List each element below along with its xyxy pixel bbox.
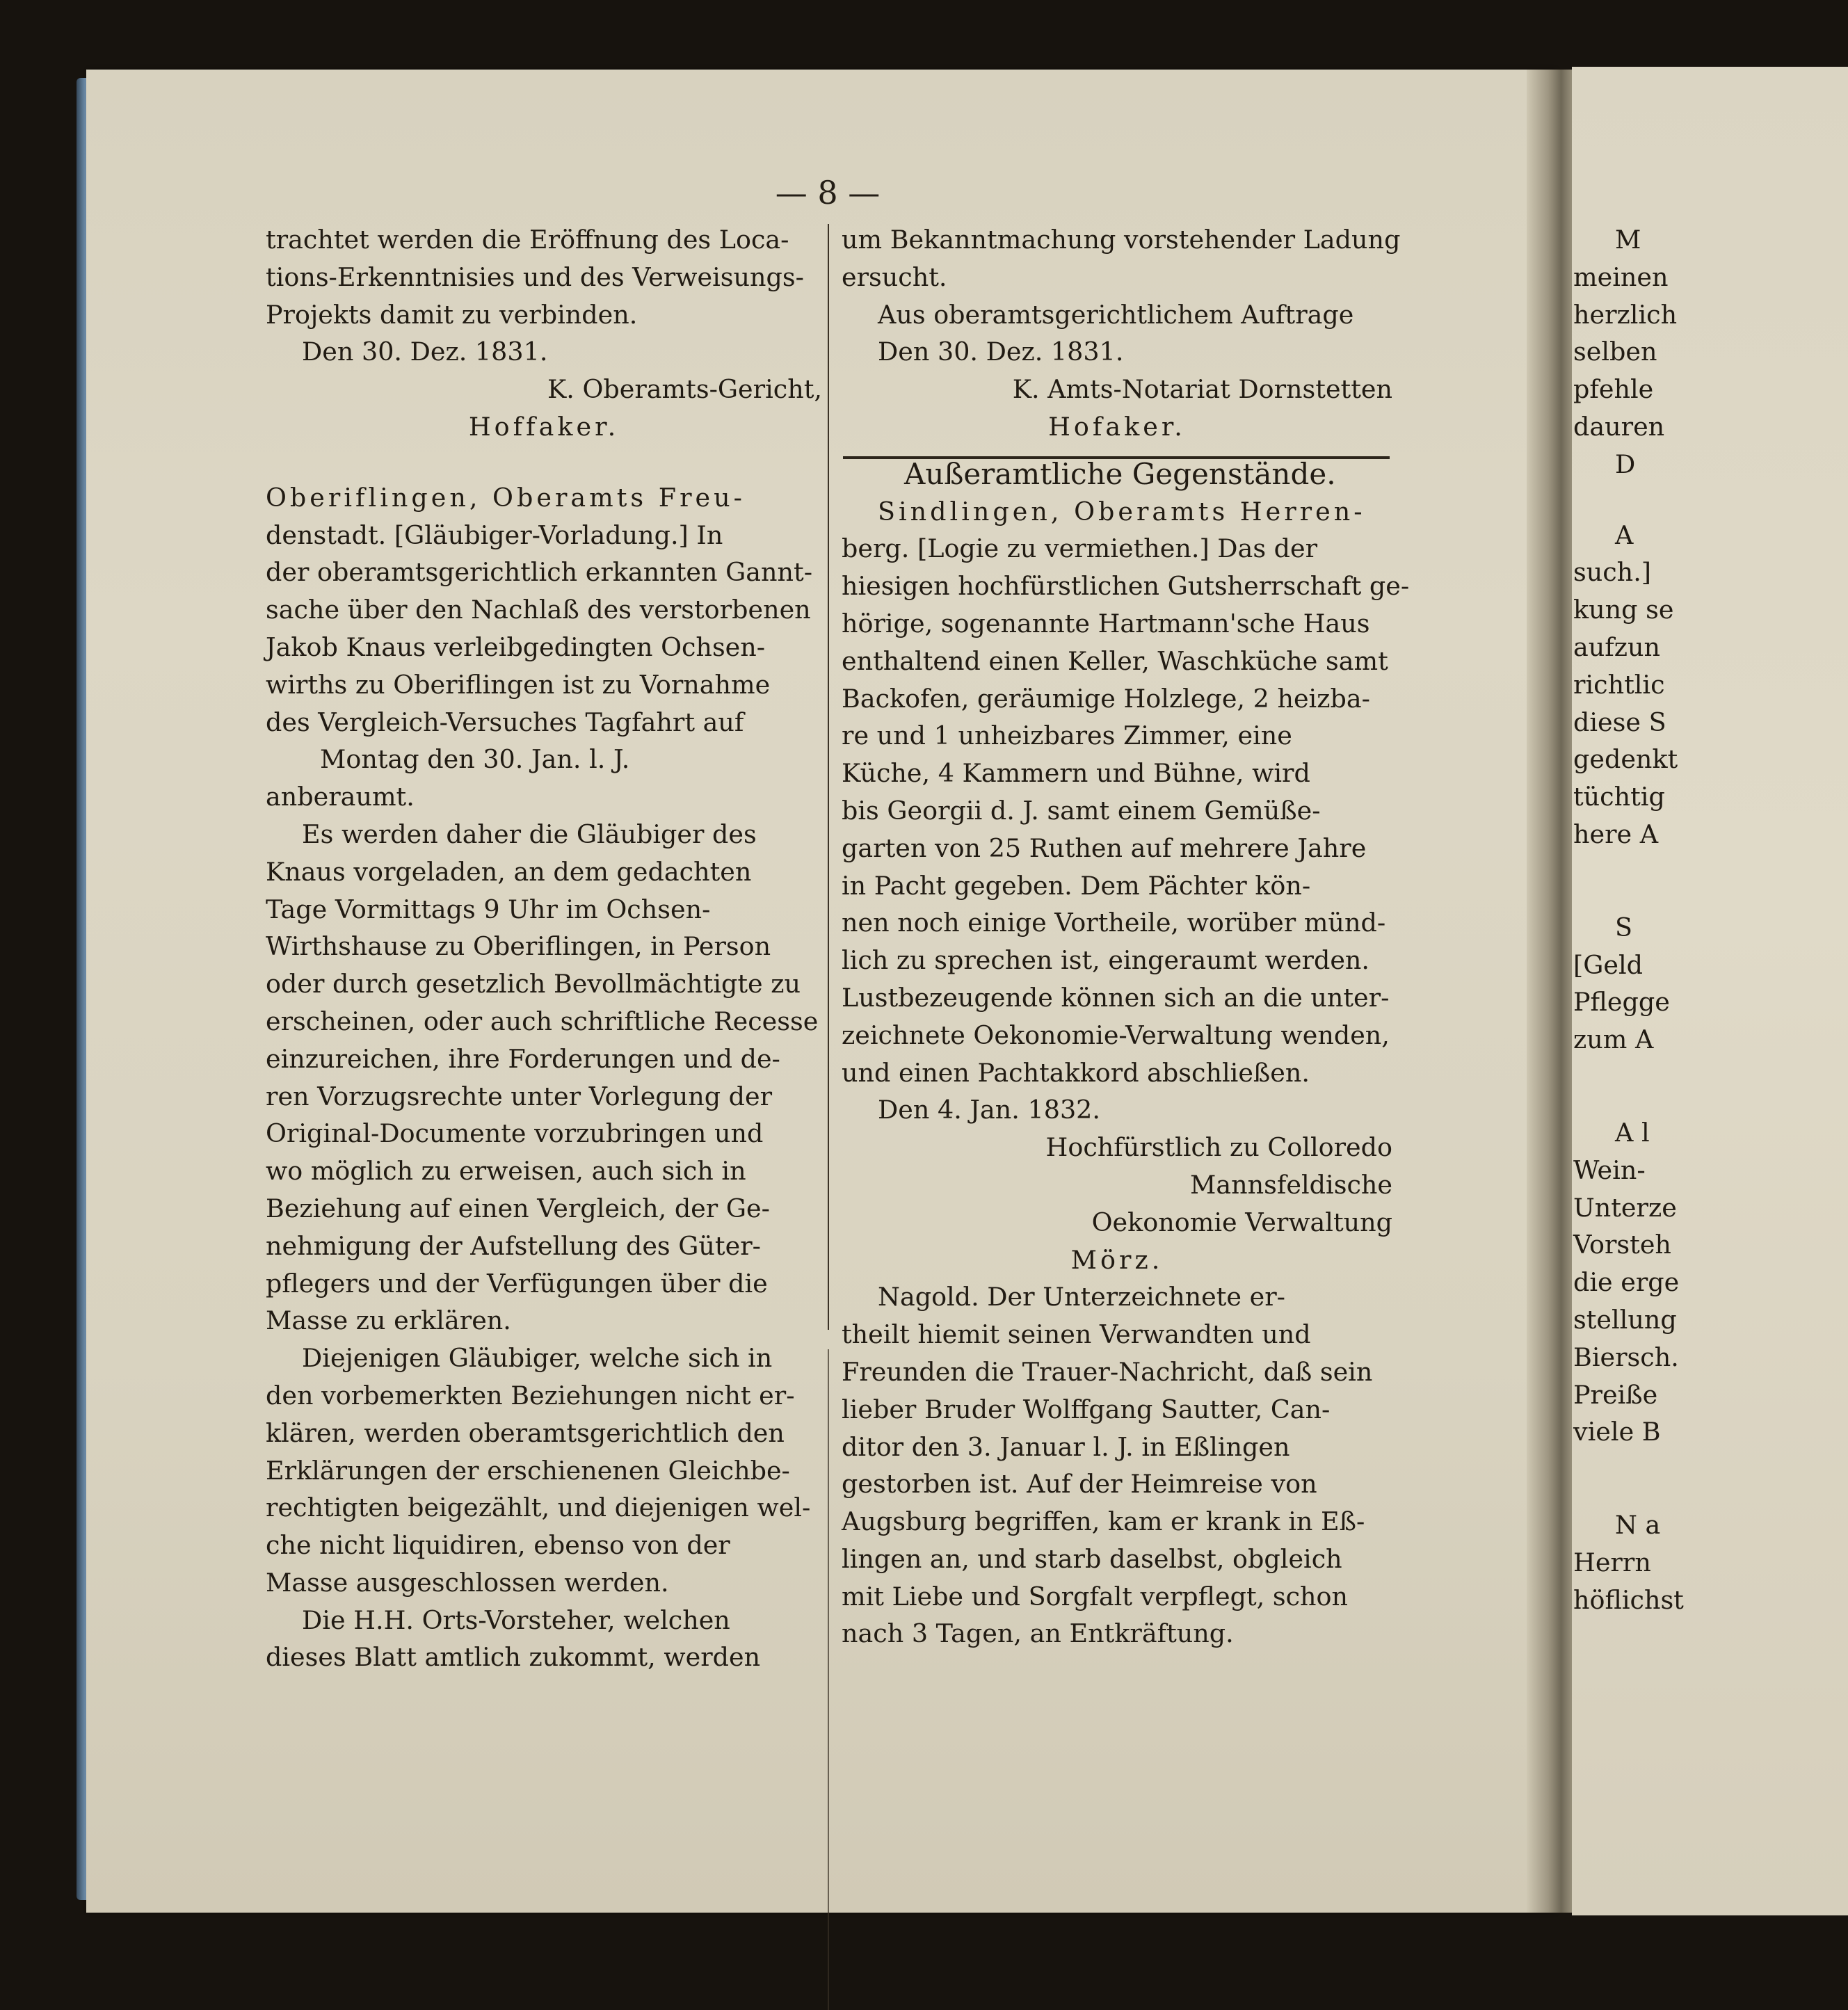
text-line: Montag den 30. Jan. l. J. <box>320 744 630 775</box>
text-line: Den 30. Dez. 1831. <box>302 337 548 367</box>
text-line: in Pacht gegeben. Dem Pächter kön- <box>842 870 1311 901</box>
text-line: tions-Erkenntnisies und des Verweisungs- <box>266 262 804 292</box>
text-line: ersucht. <box>842 262 947 292</box>
text-line: Masse zu erklären. <box>266 1305 511 1336</box>
left-column <box>266 221 822 1676</box>
text-line: richtlic <box>1573 669 1665 700</box>
text-line: aufzun <box>1573 632 1661 662</box>
text-line: Beziehung auf einen Vergleich, der Ge- <box>266 1193 770 1223</box>
text-line: Vorsteh <box>1573 1230 1671 1260</box>
text-line: theilt hiemit seinen Verwandten und <box>842 1319 1311 1350</box>
text-line: Erklärungen der erschienenen Gleichbe- <box>266 1455 790 1486</box>
next-page-text <box>1573 221 1848 1619</box>
text-line: Den 30. Dez. 1831. <box>878 337 1124 367</box>
text-line: zum A <box>1573 1024 1654 1055</box>
text-line: re und 1 unheizbares Zimmer, eine <box>842 721 1292 751</box>
text-line: berg. [Logie zu vermiethen.] Das der <box>842 533 1318 564</box>
text-line: hiesigen hochfürstlichen Gutsherrschaft ge- <box>842 571 1410 602</box>
text-line: Lustbezeugende können sich an die unter- <box>842 982 1390 1013</box>
text-line: Preiße <box>1573 1379 1658 1410</box>
text-line: Außeramtliche Gegenstände. <box>904 456 1336 491</box>
text-line: gestorben ist. Auf der Heimreise von <box>842 1469 1317 1500</box>
text-line: anberaumt. <box>266 782 415 812</box>
text-line: zeichnete Oekonomie-Verwaltung wenden, <box>842 1020 1390 1050</box>
text-line: dauren <box>1573 411 1665 442</box>
text-line: N a <box>1615 1510 1661 1541</box>
text-line: such.] <box>1573 557 1652 588</box>
text-line: Jakob Knaus verleibgedingten Ochsen- <box>266 632 766 662</box>
text-line: Diejenigen Gläubiger, welche sich in <box>302 1343 773 1374</box>
text-line: höflichst <box>1573 1584 1684 1615</box>
text-line: meinen <box>1573 262 1669 292</box>
text-line: den vorbemerkten Beziehungen nicht er- <box>266 1380 795 1410</box>
text-line: Herrn <box>1573 1547 1651 1577</box>
text-line: oder durch gesetzlich Bevollmächtigte zu <box>266 969 801 999</box>
text-line: der oberamtsgerichtlich erkannten Gannt- <box>266 557 813 588</box>
text-line: wirths zu Oberiflingen ist zu Vornahme <box>266 669 771 700</box>
text-line: mit Liebe und Sorgfalt verpflegt, schon <box>842 1581 1349 1611</box>
text-line: [Geld <box>1573 949 1644 980</box>
text-line: einzureichen, ihre Forderungen und de- <box>266 1043 780 1074</box>
text-line: nen noch einige Vortheile, worüber münd- <box>842 908 1386 938</box>
text-line: pfehle <box>1573 374 1654 405</box>
text-line: Mannsfeldische <box>1190 1169 1392 1200</box>
text-line: here A <box>1573 819 1659 849</box>
text-line: ren Vorzugsrechte unter Vorlegung der <box>266 1081 773 1111</box>
text-line: dieses Blatt amtlich zukommt, werden <box>266 1642 761 1673</box>
text-line: wo möglich zu erweisen, auch sich in <box>266 1156 746 1187</box>
text-line: pflegers und der Verfügungen über die <box>266 1268 768 1299</box>
text-line: Pflegge <box>1573 987 1670 1018</box>
text-line: bis Georgii d. J. samt einem Gemüße- <box>842 795 1321 826</box>
text-line: K. Amts-Notariat Dornstetten <box>1012 374 1392 405</box>
text-line: che nicht liquidiren, ebenso von der <box>266 1530 730 1561</box>
text-line: ditor den 3. Januar l. J. in Eßlingen <box>842 1431 1290 1462</box>
text-line: des Vergleich-Versuches Tagfahrt auf <box>266 707 744 737</box>
text-line: Augsburg begriffen, kam er krank in Eß- <box>842 1506 1365 1537</box>
text-line: lieber Bruder Wolffgang Sautter, Can- <box>842 1394 1331 1424</box>
text-line: sache über den Nachlaß des verstorbenen <box>266 595 811 625</box>
text-line: Es werden daher die Gläubiger des <box>302 819 757 849</box>
text-line: tüchtig <box>1573 782 1665 812</box>
text-line: erscheinen, oder auch schriftliche Recesse <box>266 1006 819 1036</box>
text-line: Freunden die Trauer-Nachricht, daß sein <box>842 1356 1373 1387</box>
text-line: nehmigung der Aufstellung des Güter- <box>266 1230 761 1261</box>
text-line: diese S <box>1573 707 1666 737</box>
text-line: Tage Vormittags 9 Uhr im Ochsen- <box>266 894 711 924</box>
text-line: M <box>1615 225 1641 255</box>
text-line: herzlich <box>1573 299 1678 330</box>
text-line: trachtet werden die Eröffnung des Loca- <box>266 225 789 255</box>
text-line: gedenkt <box>1573 744 1678 775</box>
text-line: S <box>1615 912 1633 942</box>
text-line: Biersch. <box>1573 1342 1679 1372</box>
text-line: Hoffaker. <box>468 411 620 442</box>
text-line: stellung <box>1573 1304 1677 1335</box>
text-line: Oberiflingen, Oberamts Freu- <box>266 482 746 513</box>
text-line: rechtigten beigezählt, und diejenigen wel- <box>266 1493 811 1523</box>
text-line: nach 3 Tagen, an Entkräftung. <box>842 1618 1234 1649</box>
text-line: Wein- <box>1573 1155 1646 1185</box>
text-line: Sindlingen, Oberamts Herren- <box>878 496 1366 526</box>
text-line: Küche, 4 Kammern und Bühne, wird <box>842 758 1310 789</box>
text-line: Mörz. <box>1070 1244 1164 1275</box>
text-line: Knaus vorgeladen, an dem gedachten <box>266 856 752 887</box>
text-line: lingen an, und starb daselbst, obgleich <box>842 1543 1342 1574</box>
text-line: klären, werden oberamtsgerichtlich den <box>266 1417 785 1448</box>
text-line: Masse ausgeschlossen werden. <box>266 1567 669 1598</box>
text-line: K. Oberamts-Gericht, <box>547 374 822 405</box>
column-divider-lower <box>828 1349 829 2010</box>
text-line: kung se <box>1573 595 1674 625</box>
text-line: Die H.H. Orts-Vorsteher, welchen <box>302 1605 730 1635</box>
text-line: Nagold. Der Unterzeichnete er- <box>878 1282 1285 1312</box>
text-line: Wirthshause zu Oberiflingen, in Person <box>266 931 771 962</box>
text-line: Aus oberamtsgerichtlichem Auftrage <box>878 299 1354 330</box>
text-line: Den 4. Jan. 1832. <box>878 1095 1100 1125</box>
text-line: Projekts damit zu verbinden. <box>266 299 638 330</box>
text-line: Hofaker. <box>1048 411 1186 442</box>
right-column <box>842 221 1410 1653</box>
text-line: enthaltend einen Keller, Waschküche samt <box>842 645 1388 676</box>
text-line: selben <box>1573 337 1657 367</box>
text-line: Unterze <box>1573 1192 1677 1223</box>
text-line: D <box>1615 449 1636 479</box>
text-line: viele B <box>1573 1417 1661 1447</box>
column-divider <box>828 224 829 1330</box>
page-number: — 8 — <box>775 174 881 211</box>
text-line: A l <box>1615 1117 1650 1148</box>
text-line: und einen Pachtakkord abschließen. <box>842 1057 1310 1088</box>
text-line: Backofen, geräumige Holzlege, 2 heizba- <box>842 683 1370 714</box>
text-line: lich zu sprechen ist, eingeraumt werden. <box>842 945 1370 976</box>
text-line: hörige, sogenannte Hartmann'sche Haus <box>842 608 1370 638</box>
text-line: die erge <box>1573 1267 1680 1298</box>
text-line: Hochfürstlich zu Colloredo <box>1045 1132 1392 1163</box>
text-line: denstadt. [Gläubiger-Vorladung.] In <box>266 520 723 550</box>
text-line: um Bekanntmachung vorstehender Ladung <box>842 225 1401 255</box>
text-line: Original-Documente vorzubringen und <box>266 1118 764 1149</box>
text-line: garten von 25 Ruthen auf mehrere Jahre <box>842 833 1367 863</box>
text-line: A <box>1615 520 1634 550</box>
text-line: Oekonomie Verwaltung <box>1091 1207 1392 1237</box>
